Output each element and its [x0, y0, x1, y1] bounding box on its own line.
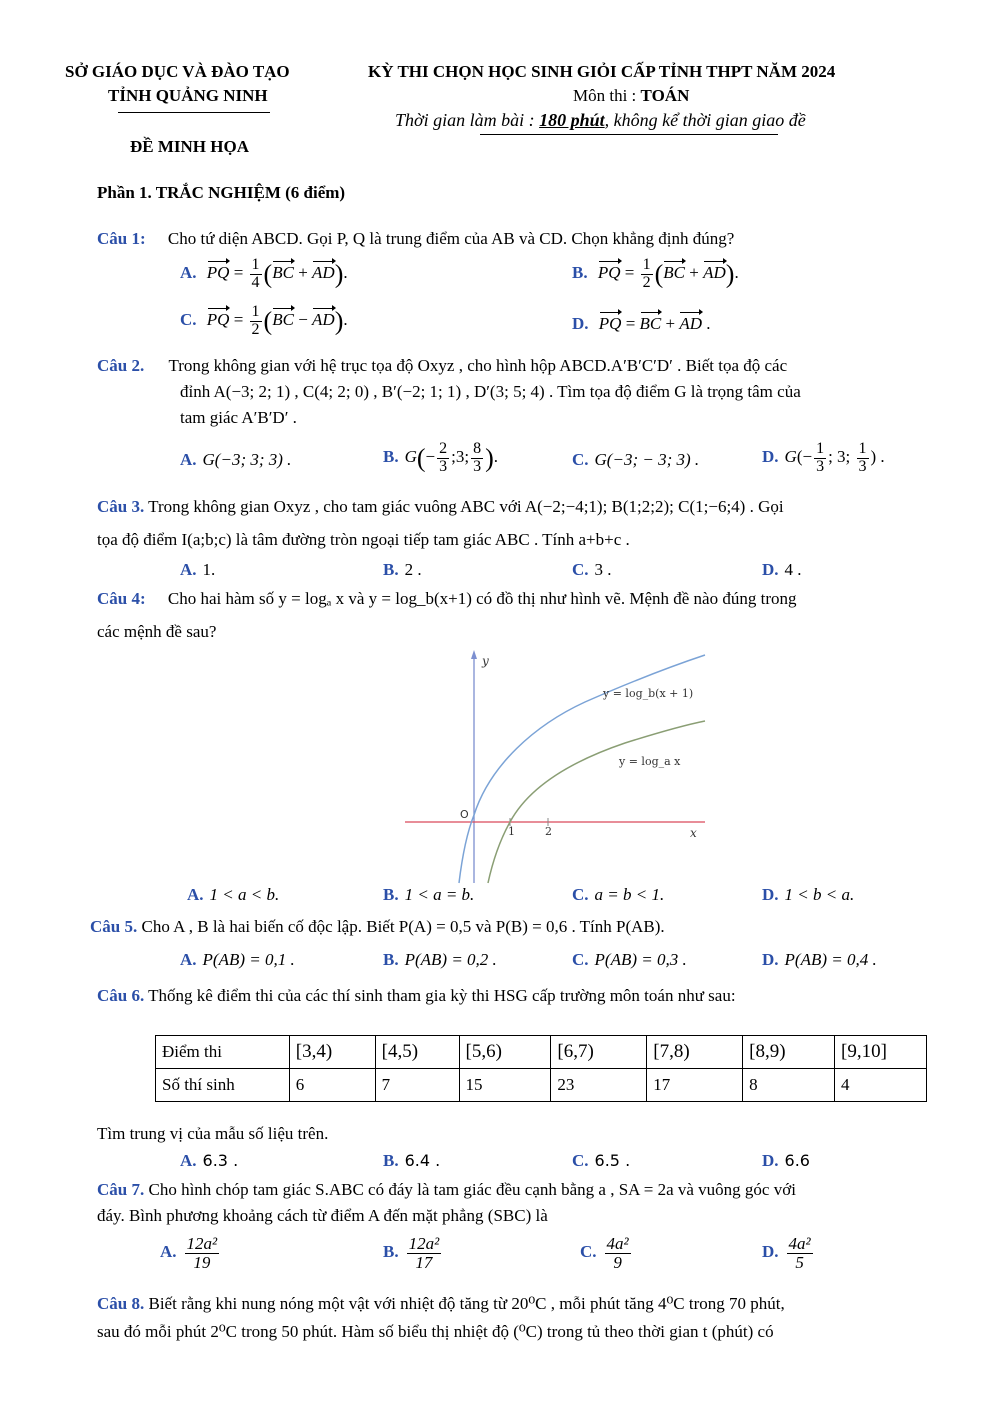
table-cell: 23 [551, 1069, 647, 1102]
q4-option-d: D. 1 < b < a. [762, 885, 855, 904]
table-cell: 7 [375, 1069, 459, 1102]
q7-option-d: D. $\frac{\text{4a²}}{5}$ [762, 1234, 811, 1272]
question-2-line2: đỉnh A(−3; 2; 1) , C(4; 2; 0) , B′(−2; 1; 1) , D′(3; 5; 4) . Tìm tọa độ điểm G là trọng tâm của [180, 382, 801, 401]
q2-option-c: C. G(−3; − 3; 3) . [572, 450, 700, 469]
table-cell: 15 [459, 1069, 551, 1102]
q5-option-a: A. P(AB) = 0,1 . [180, 950, 295, 969]
department-line1: SỞ GIÁO DỤC VÀ ĐÀO TẠO [65, 62, 290, 81]
question-2-line1: Câu 2. Trong không gian với hệ trục tọa độ Oxyz , cho hình hộp ABCD.A′B′C′D′ . Biết tọa độ các [97, 356, 788, 375]
curve1-label: y = log_b(x + 1) [603, 687, 694, 700]
table-cell: 4 [835, 1069, 927, 1102]
question-7-line2: đáy. Bình phương khoảng cách từ điểm A đến mặt phẳng (SBC) là [97, 1206, 548, 1225]
log-graph [405, 645, 715, 885]
table-row-intervals [156, 1036, 927, 1069]
question-5: Câu 5. Cho A , B là hai biến cố độc lập. Biết P(A) = 0,5 và P(B) = 0,6 . Tính P(AB). [90, 917, 665, 936]
table-header-cell: Số thí sinh [156, 1069, 290, 1102]
x-tick-label-2: 2 [545, 825, 552, 838]
question-2-line3: tam giác A′B′D′ . [180, 408, 297, 427]
q6-option-b: B. 6.4 . [383, 1151, 441, 1170]
q6-option-c: C. 6.5 . [572, 1151, 631, 1170]
table-cell: [9,10] [835, 1036, 927, 1069]
q3-option-c: C. 3 . [572, 560, 612, 579]
q4-option-b: B. 1 < a = b. [383, 885, 475, 904]
q1-option-a: A. PQ = $\frac{1}{4}$ (BC + AD). [180, 256, 348, 291]
q4-option-a: A. 1 < a < b. [187, 885, 280, 904]
q3-option-a: A. 1. [180, 560, 216, 579]
q2-option-d: D. G(− $\frac{1}{3}$ ; 3; $\frac{1}{3}$ ) . [762, 440, 885, 475]
table-cell: [8,9) [743, 1036, 835, 1069]
q1-option-c: C. PQ = $\frac{1}{2}$ (BC − AD). [180, 303, 348, 338]
table-cell: [3,4) [289, 1036, 375, 1069]
sample-label: ĐỀ MINH HỌA [130, 137, 249, 156]
q3-option-b: B. 2 . [383, 560, 422, 579]
y-axis-arrow [471, 650, 477, 659]
q1-option-d: D. PQ = BC + AD . [572, 314, 711, 333]
table-cell: [6,7) [551, 1036, 647, 1069]
table-header-cell: Điểm thi [156, 1036, 290, 1069]
q4-option-c: C. a = b < 1. [572, 885, 665, 904]
q1-option-b: B. PQ = $\frac{1}{2}$ (BC + AD). [572, 256, 739, 291]
header-underline-left [118, 112, 270, 113]
table-row-counts [156, 1069, 927, 1102]
header-underline-right [480, 134, 778, 135]
q5-option-b: B. P(AB) = 0,2 . [383, 950, 497, 969]
question-3-line2: tọa độ điểm I(a;b;c) là tâm đường tròn ngoại tiếp tam giác ABC . Tính a+b+c . [97, 530, 630, 549]
q5-option-c: C. P(AB) = 0,3 . [572, 950, 687, 969]
question-6: Câu 6. Thống kê điểm thi của các thí sinh tham gia kỳ thi HSG cấp trường môn toán như sau: [97, 986, 736, 1005]
q5-option-d: D. P(AB) = 0,4 . [762, 950, 877, 969]
q7-option-b: B. $\frac{\text{12a²}}{17}$ [383, 1234, 440, 1272]
question-1: Câu 1: Cho tứ diện ABCD. Gọi P, Q là trung điểm của AB và CD. Chọn khẳng định đúng? [97, 229, 735, 248]
table-cell: 8 [743, 1069, 835, 1102]
table-cell: 17 [647, 1069, 743, 1102]
table-cell: [7,8) [647, 1036, 743, 1069]
question-3-line1: Câu 3. Trong không gian Oxyz , cho tam giác vuông ABC với A(−2;−4;1); B(1;2;2); C(1;−6;4) . Gọi [97, 497, 784, 516]
part1-title: Phần 1. TRẮC NGHIỆM (6 điểm) [97, 183, 346, 202]
question-4-line2: các mệnh đề sau? [97, 622, 217, 641]
q3-option-d: D. 4 . [762, 560, 802, 579]
q2-option-a: A. G(−3; 3; 3) . [180, 450, 292, 469]
table-cell: [5,6) [459, 1036, 551, 1069]
q6-option-d: D. 6.6 [762, 1151, 810, 1170]
q2-option-b: B. G(− $\frac{2}{3}$ ;3; $\frac{8}{3}$ ). [383, 440, 499, 475]
exam-title: KỲ THI CHỌN HỌC SINH GIỎI CẤP TỈNH THPT NĂM 2024 [368, 62, 836, 81]
subject-line: Môn thi : TOÁN [573, 86, 690, 105]
q6-option-a: A. 6.3 . [180, 1151, 239, 1170]
origin-label: O [460, 808, 469, 821]
table-cell: 6 [289, 1069, 375, 1102]
question-8-line2: sau đó mỗi phút 2⁰C trong 50 phút. Hàm số biểu thị nhiệt độ (⁰C) trong tủ theo thời gian t (phút) có [97, 1322, 774, 1341]
question-4-line1: Câu 4: Cho hai hàm số y = logₐ x và y = log_b(x+1) có đồ thị như hình vẽ. Mệnh đề nào đúng trong [97, 589, 797, 608]
question-8-line1: Câu 8. Biết rằng khi nung nóng một vật với nhiệt độ tăng từ 20⁰C , mỗi phút tăng 4⁰C trong 70 phút, [97, 1294, 785, 1313]
curve2-label: y = log_a x [619, 755, 681, 768]
q6-question: Tìm trung vị của mẫu số liệu trên. [97, 1124, 329, 1143]
y-axis-label: y [482, 654, 489, 668]
q7-option-c: C. $\frac{\text{4a²}}{9}$ [580, 1234, 629, 1272]
x-tick-label-1: 1 [508, 825, 515, 838]
department-line2: TỈNH QUẢNG NINH [108, 86, 268, 105]
question-7-line1: Câu 7. Cho hình chóp tam giác S.ABC có đáy là tam giác đều cạnh bằng a , SA = 2a và vuông góc với [97, 1180, 796, 1199]
score-table [155, 1035, 927, 1102]
x-axis-label: x [690, 826, 697, 840]
q7-option-a: A. $\frac{\text{12a²}}{19}$ [160, 1234, 218, 1272]
time-line: Thời gian làm bài : 180 phút, không kể thời gian giao đề [395, 110, 806, 130]
table-cell: [4,5) [375, 1036, 459, 1069]
